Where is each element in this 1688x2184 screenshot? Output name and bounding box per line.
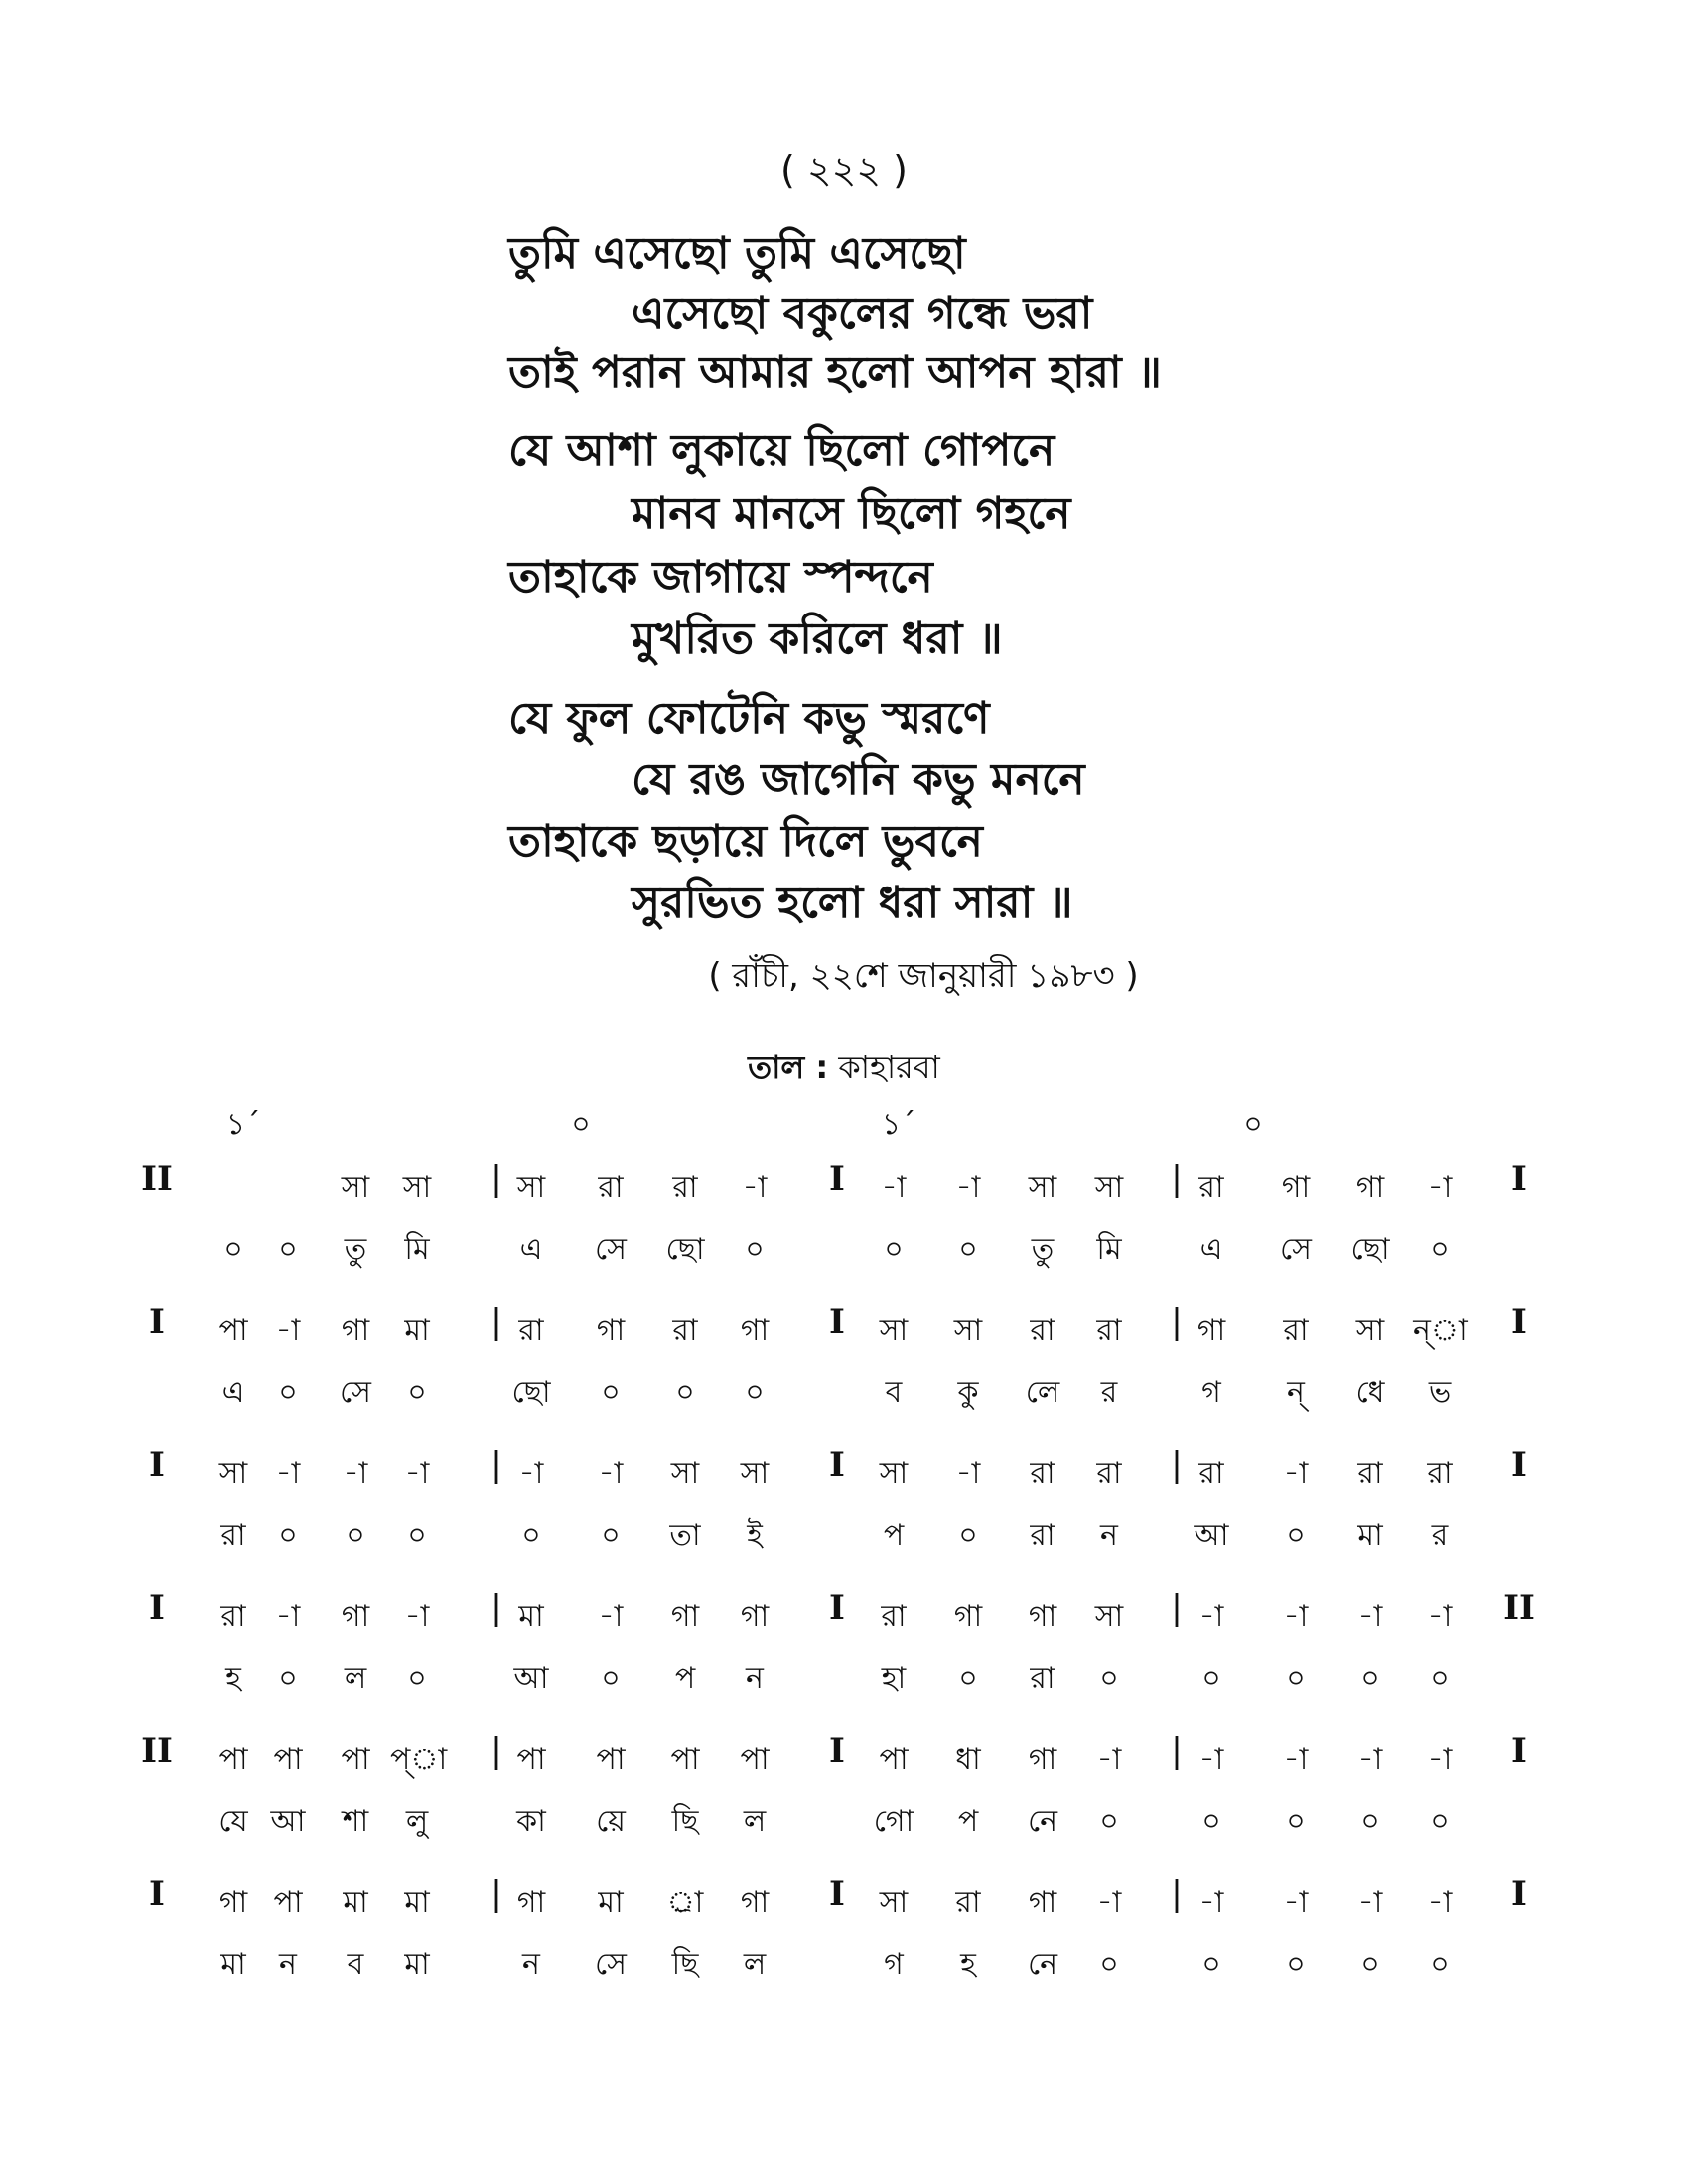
bar-line: I <box>829 1160 845 1199</box>
lyric-syllable: ০ <box>407 1375 427 1410</box>
swara: -া <box>598 1456 624 1491</box>
lyric-syllable: ছি <box>671 1804 699 1839</box>
tala-label: তাল : <box>748 1048 829 1086</box>
swara: মা <box>404 1313 430 1348</box>
beat-marker: ১´ <box>225 1107 261 1142</box>
lyric-syllable: ০ <box>1099 1804 1119 1839</box>
lyric-line: মুখরিত করিলে ধরা ॥ <box>632 614 1003 664</box>
lyric-syllable: লে <box>1025 1375 1060 1410</box>
swara: রা <box>955 1885 981 1920</box>
swara: পা <box>341 1742 370 1777</box>
lyric-syllable: লু <box>405 1804 429 1839</box>
swara: -া <box>1427 1885 1453 1920</box>
swara: সা <box>402 1170 432 1205</box>
tala-value: কাহারবা <box>838 1048 940 1086</box>
swara: গা <box>341 1599 370 1634</box>
swara: -া <box>275 1599 301 1634</box>
swara: পা <box>879 1742 909 1777</box>
lyric-syllable: ০ <box>601 1661 621 1696</box>
swara: রা <box>598 1170 624 1205</box>
lyric-syllable: ছো <box>1350 1232 1390 1267</box>
lyric-syllable: মি <box>1096 1232 1122 1267</box>
lyric-syllable: তু <box>1031 1232 1055 1267</box>
lyric-syllable: মি <box>404 1232 430 1267</box>
bar-line: | <box>491 1302 502 1342</box>
swara: -া <box>518 1456 544 1491</box>
bar-line: | <box>491 1874 502 1914</box>
swara: -া <box>881 1170 907 1205</box>
lyric-syllable: ০ <box>958 1661 978 1696</box>
lyric-syllable: ন <box>522 1947 540 1981</box>
lyric-syllable: ০ <box>278 1232 298 1267</box>
swara: -া <box>343 1456 368 1491</box>
lyric-syllable: নে <box>1027 1804 1058 1839</box>
swara: -া <box>1283 1456 1309 1491</box>
lyric-line: যে রঙ জাগেনি কভু মননে <box>632 754 1085 805</box>
swara: সা <box>953 1313 983 1348</box>
swara: সা <box>1028 1170 1057 1205</box>
swara: রা <box>518 1313 544 1348</box>
swara: গা <box>1355 1170 1385 1205</box>
swara: রা <box>1198 1170 1224 1205</box>
bar-line: I <box>149 1445 165 1485</box>
swara: গা <box>1281 1170 1311 1205</box>
lyric-syllable: ০ <box>1430 1804 1450 1839</box>
swara: রা <box>220 1599 246 1634</box>
bar-line: I <box>149 1588 165 1628</box>
bar-line: | <box>1171 1588 1183 1628</box>
swara: সা <box>879 1313 909 1348</box>
bar-line: I <box>829 1874 845 1914</box>
lyric-line: মানব মানসে ছিলো গহনে <box>632 488 1071 539</box>
lyric-syllable: গো <box>873 1804 914 1839</box>
lyric-syllable: ব <box>347 1947 364 1981</box>
lyric-syllable: ০ <box>1430 1661 1450 1696</box>
beat-marker: ১´ <box>881 1107 916 1142</box>
swara: গা <box>670 1599 700 1634</box>
lyric-syllable: ভ <box>1428 1375 1452 1410</box>
swara: মা <box>598 1885 624 1920</box>
swara: গা <box>740 1313 770 1348</box>
lyric-syllable: ন <box>1100 1518 1118 1553</box>
lyric-syllable: ল <box>344 1661 367 1696</box>
bar-line: I <box>1511 1445 1527 1485</box>
lyric-line: এসেছো বকুলের গন্ধে ভরা <box>632 288 1093 339</box>
swara: রা <box>672 1170 698 1205</box>
lyric-syllable: ০ <box>278 1518 298 1553</box>
bar-line: I <box>149 1874 165 1914</box>
swara: -া <box>275 1456 301 1491</box>
lyric-syllable: রা <box>1030 1661 1055 1696</box>
lyric-syllable: ০ <box>1286 1804 1306 1839</box>
bar-line: | <box>491 1731 502 1771</box>
bar-line: | <box>491 1160 502 1199</box>
lyric-syllable: আ <box>513 1661 549 1696</box>
bar-line: I <box>829 1445 845 1485</box>
bar-line: | <box>1171 1445 1183 1485</box>
lyric-line: যে ফুল ফোটেনি কভু স্মরণে <box>508 693 990 744</box>
swara: রা <box>1357 1456 1383 1491</box>
swara: সা <box>1355 1313 1385 1348</box>
beat-marker: ০ <box>1243 1107 1263 1142</box>
lyric-syllable: তু <box>344 1232 367 1267</box>
lyric-syllable: মা <box>404 1947 430 1981</box>
lyric-syllable: ০ <box>745 1375 765 1410</box>
swara: গা <box>1028 1742 1057 1777</box>
lyric-syllable: ০ <box>1099 1947 1119 1981</box>
swara: র্‌া <box>666 1885 704 1920</box>
lyric-syllable: সে <box>1280 1232 1312 1267</box>
lyric-syllable: ০ <box>601 1518 621 1553</box>
lyric-syllable: হা <box>881 1661 907 1696</box>
bar-line: | <box>1171 1302 1183 1342</box>
lyric-syllable: ০ <box>1360 1661 1380 1696</box>
bar-line: II <box>1503 1588 1535 1628</box>
lyric-line: তাহাকে জাগায়ে স্পন্দনে <box>508 552 933 603</box>
bar-line: I <box>829 1302 845 1342</box>
lyric-syllable: ০ <box>601 1375 621 1410</box>
lyric-syllable: হ <box>225 1661 241 1696</box>
lyric-syllable: ন <box>279 1947 297 1981</box>
swara: -া <box>1357 1599 1383 1634</box>
lyric-line: তুমি এসেছো তুমি এসেছো <box>508 228 966 279</box>
lyric-syllable: এ <box>1199 1232 1223 1267</box>
lyric-syllable: ০ <box>1430 1232 1450 1267</box>
lyric-syllable: যে <box>218 1804 248 1839</box>
lyric-syllable: এ <box>221 1375 245 1410</box>
bar-line: | <box>491 1445 502 1485</box>
swara: -া <box>404 1456 430 1491</box>
lyric-syllable: শা <box>342 1804 369 1839</box>
lyric-line: যে আশা লুকায়ে ছিলো গোপনে <box>508 425 1055 476</box>
lyric-syllable: সে <box>340 1375 371 1410</box>
swara: সা <box>740 1456 770 1491</box>
swara: সা <box>879 1885 909 1920</box>
swara: -া <box>1096 1742 1122 1777</box>
lyric-syllable: ল <box>743 1947 767 1981</box>
swara: পা <box>670 1742 700 1777</box>
lyric-syllable: ০ <box>1286 1661 1306 1696</box>
lyric-syllable: প <box>674 1661 696 1696</box>
page-number: ( ২২২ ) <box>780 148 908 192</box>
lyric-syllable: ০ <box>223 1232 243 1267</box>
lyric-syllable: ০ <box>1286 1947 1306 1981</box>
lyric-syllable: ল <box>743 1804 767 1839</box>
swara: -া <box>1283 1742 1309 1777</box>
bar-line: I <box>1511 1731 1527 1771</box>
swara: মা <box>404 1885 430 1920</box>
swara: প্‌া <box>390 1742 448 1777</box>
swara: পা <box>516 1742 546 1777</box>
lyric-syllable: কু <box>957 1375 979 1410</box>
swara: সা <box>516 1170 546 1205</box>
bar-line: II <box>141 1731 173 1771</box>
swara: গা <box>1196 1313 1226 1348</box>
swara: সা <box>1094 1599 1124 1634</box>
lyric-syllable: সে <box>595 1947 627 1981</box>
swara: পা <box>218 1313 248 1348</box>
lyric-syllable: ০ <box>1099 1661 1119 1696</box>
lyric-syllable: গ <box>1201 1375 1221 1410</box>
lyric-syllable: ০ <box>346 1518 365 1553</box>
lyric-syllable: য়ে <box>596 1804 626 1839</box>
lyric-syllable: র <box>1431 1518 1449 1553</box>
lyric-syllable: ০ <box>278 1661 298 1696</box>
lyric-syllable: আ <box>270 1804 306 1839</box>
swara: গা <box>341 1313 370 1348</box>
swara: -া <box>1283 1885 1309 1920</box>
swara: গা <box>516 1885 546 1920</box>
swara: -া <box>1357 1885 1383 1920</box>
swara: পা <box>273 1885 303 1920</box>
swara: -া <box>1096 1885 1122 1920</box>
lyric-syllable: ০ <box>278 1375 298 1410</box>
swara: গা <box>1028 1885 1057 1920</box>
lyric-syllable: রা <box>1030 1518 1055 1553</box>
swara: -া <box>1427 1599 1453 1634</box>
swara: রা <box>1096 1456 1122 1491</box>
swara: -া <box>1427 1170 1453 1205</box>
lyric-syllable: কা <box>516 1804 546 1839</box>
lyric-syllable: প <box>957 1804 979 1839</box>
bar-line: I <box>1511 1302 1527 1342</box>
lyric-syllable: সে <box>595 1232 627 1267</box>
swara: রা <box>1030 1456 1055 1491</box>
bar-line: | <box>491 1588 502 1628</box>
lyric-syllable: রা <box>220 1518 246 1553</box>
swara: গা <box>596 1313 626 1348</box>
lyric-syllable: ধে <box>1355 1375 1385 1410</box>
lyric-syllable: ছো <box>665 1232 705 1267</box>
lyric-syllable: ০ <box>407 1661 427 1696</box>
lyric-syllable: ০ <box>1430 1947 1450 1981</box>
lyric-syllable: ০ <box>521 1518 541 1553</box>
bar-line: | <box>1171 1874 1183 1914</box>
bar-line: I <box>829 1588 845 1628</box>
swara: রা <box>1283 1313 1309 1348</box>
swara: -া <box>1198 1885 1224 1920</box>
lyric-line: তাই পরান আমার হলো আপন হারা ॥ <box>508 347 1162 398</box>
lyric-line: তাহাকে ছড়ায়ে দিলে ভুবনে <box>508 816 983 867</box>
lyric-syllable: ০ <box>675 1375 695 1410</box>
swara: রা <box>1198 1456 1224 1491</box>
lyric-syllable: ০ <box>1201 1947 1221 1981</box>
beat-marker: ০ <box>571 1107 591 1142</box>
swara: গা <box>953 1599 983 1634</box>
lyric-syllable: ন <box>746 1661 764 1696</box>
lyric-syllable: ছো <box>511 1375 551 1410</box>
swara: -া <box>1283 1599 1309 1634</box>
lyric-syllable: ০ <box>407 1518 427 1553</box>
lyric-syllable: ০ <box>884 1232 904 1267</box>
swara: -া <box>404 1599 430 1634</box>
swara: ন্‌া <box>1413 1313 1468 1348</box>
lyric-syllable: আ <box>1194 1518 1229 1553</box>
lyric-syllable: নে <box>1027 1947 1058 1981</box>
swara: পা <box>740 1742 770 1777</box>
lyric-syllable: ০ <box>1360 1947 1380 1981</box>
swara: -া <box>1357 1742 1383 1777</box>
lyric-syllable: প <box>883 1518 905 1553</box>
bar-line: I <box>149 1302 165 1342</box>
lyric-syllable: ই <box>747 1518 763 1553</box>
swara: -া <box>742 1170 768 1205</box>
swara: রা <box>1030 1313 1055 1348</box>
lyric-syllable: ০ <box>958 1518 978 1553</box>
swara: রা <box>881 1599 907 1634</box>
lyric-syllable: ০ <box>958 1232 978 1267</box>
swara: -া <box>275 1313 301 1348</box>
swara: -া <box>1427 1742 1453 1777</box>
lyric-line: সুরভিত হলো ধরা সারা ॥ <box>632 878 1073 928</box>
lyric-syllable: ০ <box>1286 1518 1306 1553</box>
swara: গা <box>740 1885 770 1920</box>
swara: -া <box>1198 1599 1224 1634</box>
swara: মা <box>343 1885 368 1920</box>
bar-line: I <box>829 1731 845 1771</box>
swara: রা <box>672 1313 698 1348</box>
lyric-syllable: ছি <box>671 1947 699 1981</box>
lyric-syllable: ০ <box>1360 1804 1380 1839</box>
swara: -া <box>598 1599 624 1634</box>
swara: -া <box>955 1170 981 1205</box>
swara: ধা <box>955 1742 981 1777</box>
swara: পা <box>596 1742 626 1777</box>
swara: গা <box>1028 1599 1057 1634</box>
place-date: ( রাঁচী, ২২শে জানুয়ারী ১৯৮৩ ) <box>708 956 1139 996</box>
lyric-syllable: এ <box>519 1232 543 1267</box>
swara: গা <box>218 1885 248 1920</box>
swara: -া <box>955 1456 981 1491</box>
lyric-syllable: ০ <box>745 1232 765 1267</box>
lyric-syllable: হ <box>960 1947 976 1981</box>
swara: সা <box>341 1170 370 1205</box>
lyric-syllable: তা <box>669 1518 701 1553</box>
bar-line: | <box>1171 1160 1183 1199</box>
swara: সা <box>879 1456 909 1491</box>
swara: সা <box>218 1456 248 1491</box>
lyric-syllable: ০ <box>1201 1804 1221 1839</box>
lyric-syllable: মা <box>220 1947 246 1981</box>
lyric-syllable: ব <box>885 1375 903 1410</box>
swara: সা <box>670 1456 700 1491</box>
lyric-syllable: ০ <box>1201 1661 1221 1696</box>
swara: রা <box>1427 1456 1453 1491</box>
lyric-syllable: ন্ <box>1287 1375 1305 1410</box>
lyric-syllable: গ <box>884 1947 904 1981</box>
bar-line: II <box>141 1160 173 1199</box>
bar-line: I <box>1511 1160 1527 1199</box>
swara: -া <box>1198 1742 1224 1777</box>
swara: সা <box>1094 1170 1124 1205</box>
swara: পা <box>218 1742 248 1777</box>
lyric-syllable: মা <box>1357 1518 1383 1553</box>
bar-line: I <box>1511 1874 1527 1914</box>
swara: রা <box>1096 1313 1122 1348</box>
bar-line: | <box>1171 1731 1183 1771</box>
swara: পা <box>273 1742 303 1777</box>
lyric-syllable: র <box>1100 1375 1118 1410</box>
swara: মা <box>518 1599 544 1634</box>
swara: গা <box>740 1599 770 1634</box>
